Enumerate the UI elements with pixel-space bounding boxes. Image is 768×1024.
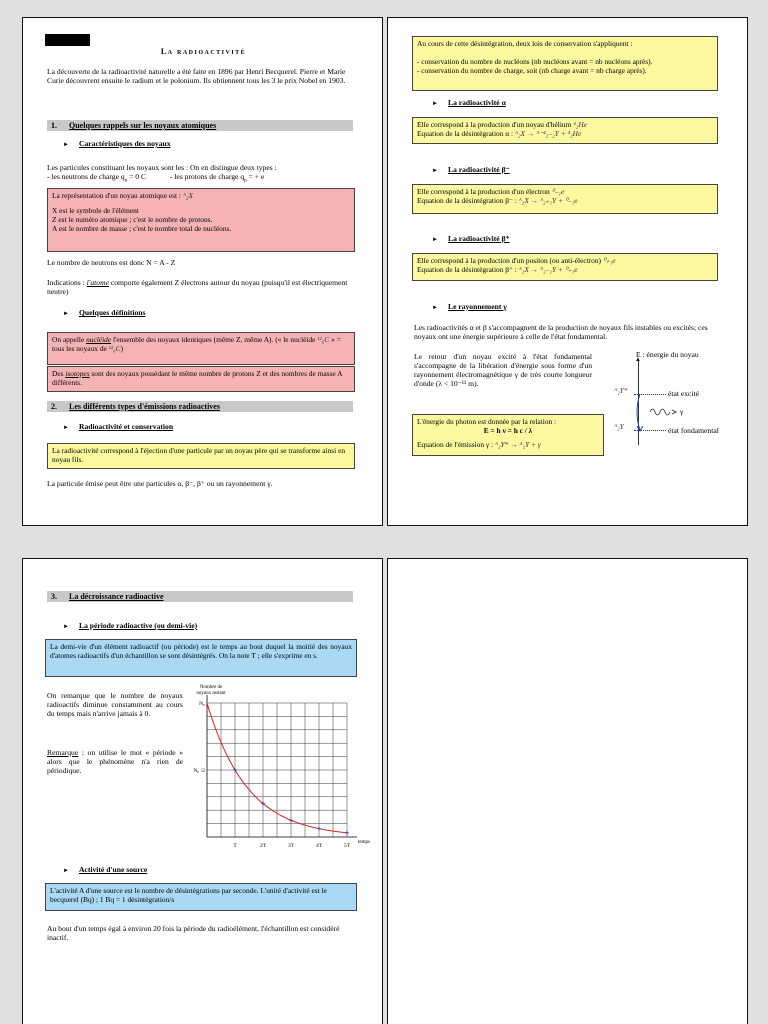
beta-minus-line-2 <box>417 196 713 205</box>
section-title: Les différents types d'émissions radioactives <box>69 402 220 411</box>
indications-text <box>47 278 365 296</box>
neutrons-charge-value: = 0 C <box>127 172 147 181</box>
subheading-text: La radioactivité β⁺ <box>448 234 510 243</box>
conservation-box <box>412 36 718 91</box>
isotopes-word: isotopes <box>65 369 90 378</box>
isotopes-text-b: sont des noyaux possédant le même nombre de protons Z et des nombres de masse A différents. <box>52 369 343 387</box>
y-tick-label: N₀ /2 <box>193 768 205 774</box>
alpha-equation-label: Equation de la désintégration α : <box>417 129 515 138</box>
x-tick-label: 2T <box>259 843 267 849</box>
transition-arrow <box>636 392 706 432</box>
alpha-equation: ᴬ₂X → ᴬ⁻⁴₂₋₂Y + ⁴₂He <box>514 129 582 138</box>
alpha-line-1 <box>417 120 713 129</box>
data-point-marker <box>317 827 321 831</box>
page-3 <box>22 558 383 1024</box>
conservation-charge: - conservation du nombre de charge, soit (nb charge avant = nb charge après). <box>417 66 647 75</box>
gamma-paragraph-2: Le retour d'un noyau excité à l'état fondamental s'accompagne de la libération d'énergie sous forme d'un rayonnement électromagnétique γ de très courte longueur d'onde (λ < 10⁻¹¹ m). <box>414 352 592 388</box>
gamma-emission-label: Equation de l'émission γ : <box>417 440 495 449</box>
beta-minus-equation: ᴬ₂X → ᴬ₂₊₁Y + ⁰₋₁e <box>518 196 578 205</box>
neutron-count-text: Le nombre de neutrons est donc N = A - Z <box>47 258 176 267</box>
representation-box <box>47 188 355 252</box>
subheading-text: Quelques définitions <box>79 308 146 317</box>
nucleide-text-c: » = tous les noyaux de <box>52 335 341 353</box>
representation-text: La représentation d'un noyau atomique est : <box>52 191 183 200</box>
conservation-nucleons: - conservation du nombre de nucléons (nb nucléons avant = nb nucléons après). <box>417 57 653 66</box>
bullet-icon: ► <box>432 237 438 243</box>
energy-axis-arrow-icon: ▲ <box>635 357 641 363</box>
gamma-symbol: γ <box>680 407 684 416</box>
decay-chart <box>179 681 375 861</box>
subheading-gamma <box>432 302 507 311</box>
section-title: Quelques rappels sur les noyaux atomiques <box>69 121 217 130</box>
indications-body: comporte également Z électrons autour du noyau (puisqu'il est électriquement neutre) <box>47 278 348 296</box>
bullet-icon: ► <box>432 101 438 107</box>
section-1-header <box>47 120 353 131</box>
neutrons-charge: - les neutrons de charge q <box>47 172 125 181</box>
page-1 <box>22 17 383 526</box>
section-title: La décroissance radioactive <box>69 592 164 601</box>
symbol-definition: X est le symbole de l'élément <box>52 206 139 215</box>
page-4 <box>387 558 748 1024</box>
remark-body: : on utilise le mot « période » alors que le phénomène n'a rien de périodique. <box>47 748 183 775</box>
section-3-header <box>47 591 353 602</box>
remark-label: Remarque <box>47 748 79 757</box>
y-tick-label: N₀ <box>199 701 205 707</box>
beta-plus-line-1 <box>417 256 713 265</box>
beta-minus-text: Elle correspond à la production d'un électron <box>417 187 552 196</box>
bullet-icon: ► <box>63 142 69 148</box>
electron-formula: ⁰₋₁e <box>551 187 565 196</box>
subheading-characteristics <box>63 139 171 148</box>
particles-line-1: Les particules constituant les noyaux sont les : On en distingue deux types : <box>47 163 277 172</box>
beta-minus-equation-label: Equation de la désintégration β⁻ : <box>417 196 519 205</box>
bullet-icon: ► <box>63 425 69 431</box>
carbon-formula: ¹²₆C <box>317 335 330 344</box>
alpha-box <box>412 117 718 144</box>
x-axis-label: temps <box>358 840 370 845</box>
intro-paragraph: La découverte de la radioactivité naturelle a été faite en 1896 par Henri Becquerel. Pierre et Marie Curie découvrent ensuite le radium et le polonium. Ils obtiennent tous les 3 le prix Nobel en 1903. <box>47 67 346 85</box>
particles-line-2: - les neutrons de charge $q_n = 0$ C - les protons de charge $q_p$ = + e <box>47 172 265 184</box>
photon-energy-relation: E = h ν = h c / λ <box>483 426 533 435</box>
protons-charge: - les protons de charge q <box>169 172 245 181</box>
carbon-formula: ¹²₆C <box>108 344 121 353</box>
indications-label: Indications : <box>47 278 87 287</box>
atom-word: l'atome <box>86 278 109 287</box>
conservation-intro: Au cours de cette désintégration, deux lois de conservation s'appliquent : <box>417 39 633 48</box>
nucleide-word: nucléide <box>86 335 112 344</box>
page-title: La radioactivité <box>160 47 247 56</box>
subheading-text: La radioactivité α <box>448 98 506 107</box>
photon-energy-box <box>412 414 604 456</box>
inactive-sample-text: Au bout d'un temps égal à environ 20 fois la période du radioélément, l'échantillon est considéré inactif. <box>47 924 340 942</box>
subheading-activity <box>63 865 147 874</box>
bullet-icon: ► <box>432 168 438 174</box>
y-axis-label: Nombre de noyaux restant <box>196 685 226 696</box>
nucleide-text-d: ) <box>120 344 124 353</box>
nucleide-text-b: l'ensemble des noyaux identiques (même Z, même A). (« le nucléide <box>111 335 318 344</box>
z-definition: Z est le numéro atomique ; c'est le nombre de protons. <box>52 215 213 224</box>
beta-minus-box <box>412 184 718 214</box>
ground-level-label: état fondamental <box>668 426 719 435</box>
subheading-text: La radioactivité β⁻ <box>448 165 510 174</box>
nucleus-formula: ᴬ₂X <box>182 191 194 200</box>
isotopes-box <box>47 366 355 392</box>
a-definition: A est le nombre de masse ; c'est le nombre total de nucléons. <box>52 224 232 233</box>
data-point-marker <box>345 831 349 835</box>
excited-level-label: état excité <box>668 389 699 398</box>
particles-text <box>47 163 367 186</box>
activity-box: L'activité A d'une source est le nombre de désintégrations par seconde. L'unité d'activité est le becquerel (Bq) ; 1 Bq = 1 désintégration/s <box>45 883 357 911</box>
beta-plus-equation-label: Equation de la désintégration β⁺ : <box>417 265 519 274</box>
remark-decrease: On remarque que le nombre de noyaux radioactifs diminue constamment au cours du temps mais n'arrive jamais à 0. <box>47 691 183 718</box>
subheading-text: Radioactivité et conservation <box>79 422 174 431</box>
gamma-emission-line <box>417 440 599 449</box>
excited-level-symbol: ᴬ₂Y* <box>614 386 628 395</box>
page-2 <box>387 17 748 526</box>
beta-plus-equation: ᴬ₂X → ᴬ₂₋₁Y + ⁰₊₁e <box>518 265 578 274</box>
radioactivity-definition-box: La radioactivité correspond à l'éjection d'une particule par un noyau père qui se transforme ainsi en noyau fils. <box>47 443 355 469</box>
section-number: 3. <box>51 592 57 601</box>
x-tick-label: 4T <box>315 843 323 849</box>
beta-plus-text: Elle correspond à la production d'un positon (ou anti-électron) <box>417 256 603 265</box>
section-number: 2. <box>51 402 57 411</box>
beta-plus-line-2 <box>417 265 713 274</box>
subheading-definitions <box>63 308 145 317</box>
section-number: 1. <box>51 121 57 130</box>
beta-plus-box <box>412 253 718 281</box>
subheading-text: Activité d'une source <box>79 865 148 874</box>
nucleide-box <box>47 332 355 365</box>
x-tick-label: T <box>233 843 237 849</box>
bullet-icon: ► <box>63 624 69 630</box>
gamma-emission-equation: ᴬ₂Y* → ᴬ₂Y + γ <box>494 440 541 449</box>
alpha-line-2 <box>417 129 713 138</box>
helium-formula: ⁴₂He <box>573 120 587 129</box>
bullet-icon: ► <box>63 311 69 317</box>
x-tick-label: 3T <box>287 843 295 849</box>
subheading-text: Caractéristiques des noyaux <box>79 139 171 148</box>
photon-energy-intro: L'énergie du photon est donnée par la relation : <box>417 417 557 426</box>
half-life-box: La demi-vie d'un élément radioactif (ou période) est le temps au bout duquel la moitié des noyaux d'atomes radioactifs d'un échantillon se sont désintégrés. On la note T ; elle s'exprime en s. <box>45 639 357 677</box>
bullet-icon: ► <box>63 868 69 874</box>
gamma-paragraph-1: Les radioactivités α et β s'accompagnent de la production de noyaux fils instables ou excités; ces noyaux ont une énergie supérieure à celle de l'état fondamental. <box>414 323 708 341</box>
protons-charge-value: = + e <box>246 172 265 181</box>
section-2-header <box>47 401 353 412</box>
remark-period <box>47 748 183 775</box>
subheading-text: Le rayonnement γ <box>448 302 507 311</box>
subheading-text: La période radioactive (ou demi-vie) <box>79 621 198 630</box>
energy-axis-title: E : énergie du noyau <box>636 350 699 359</box>
title-label-block <box>45 34 90 46</box>
data-point-marker <box>289 818 293 822</box>
nucleide-text-a: On appelle <box>52 335 87 344</box>
bullet-icon: ► <box>432 305 438 311</box>
particle-types-text: La particule émise peut être une particules α, β⁻, β⁺ ou un rayonnement γ. <box>47 479 273 488</box>
subheading-alpha <box>432 98 506 107</box>
alpha-text: Elle correspond à la production d'un noyau d'hélium <box>417 120 574 129</box>
subheading-half-life <box>63 621 197 630</box>
representation-line <box>52 191 350 200</box>
beta-minus-line-1 <box>417 187 713 196</box>
energy-level-diagram <box>610 348 746 458</box>
subheading-beta-plus <box>432 234 510 243</box>
ground-level-symbol: ᴬ₂Y <box>614 422 624 431</box>
subheading-conservation <box>63 422 173 431</box>
isotopes-text-a: Des <box>52 369 66 378</box>
positron-formula: ⁰₊₁e <box>602 256 616 265</box>
subheading-beta-minus <box>432 165 510 174</box>
x-tick-label: 5T <box>343 843 351 849</box>
